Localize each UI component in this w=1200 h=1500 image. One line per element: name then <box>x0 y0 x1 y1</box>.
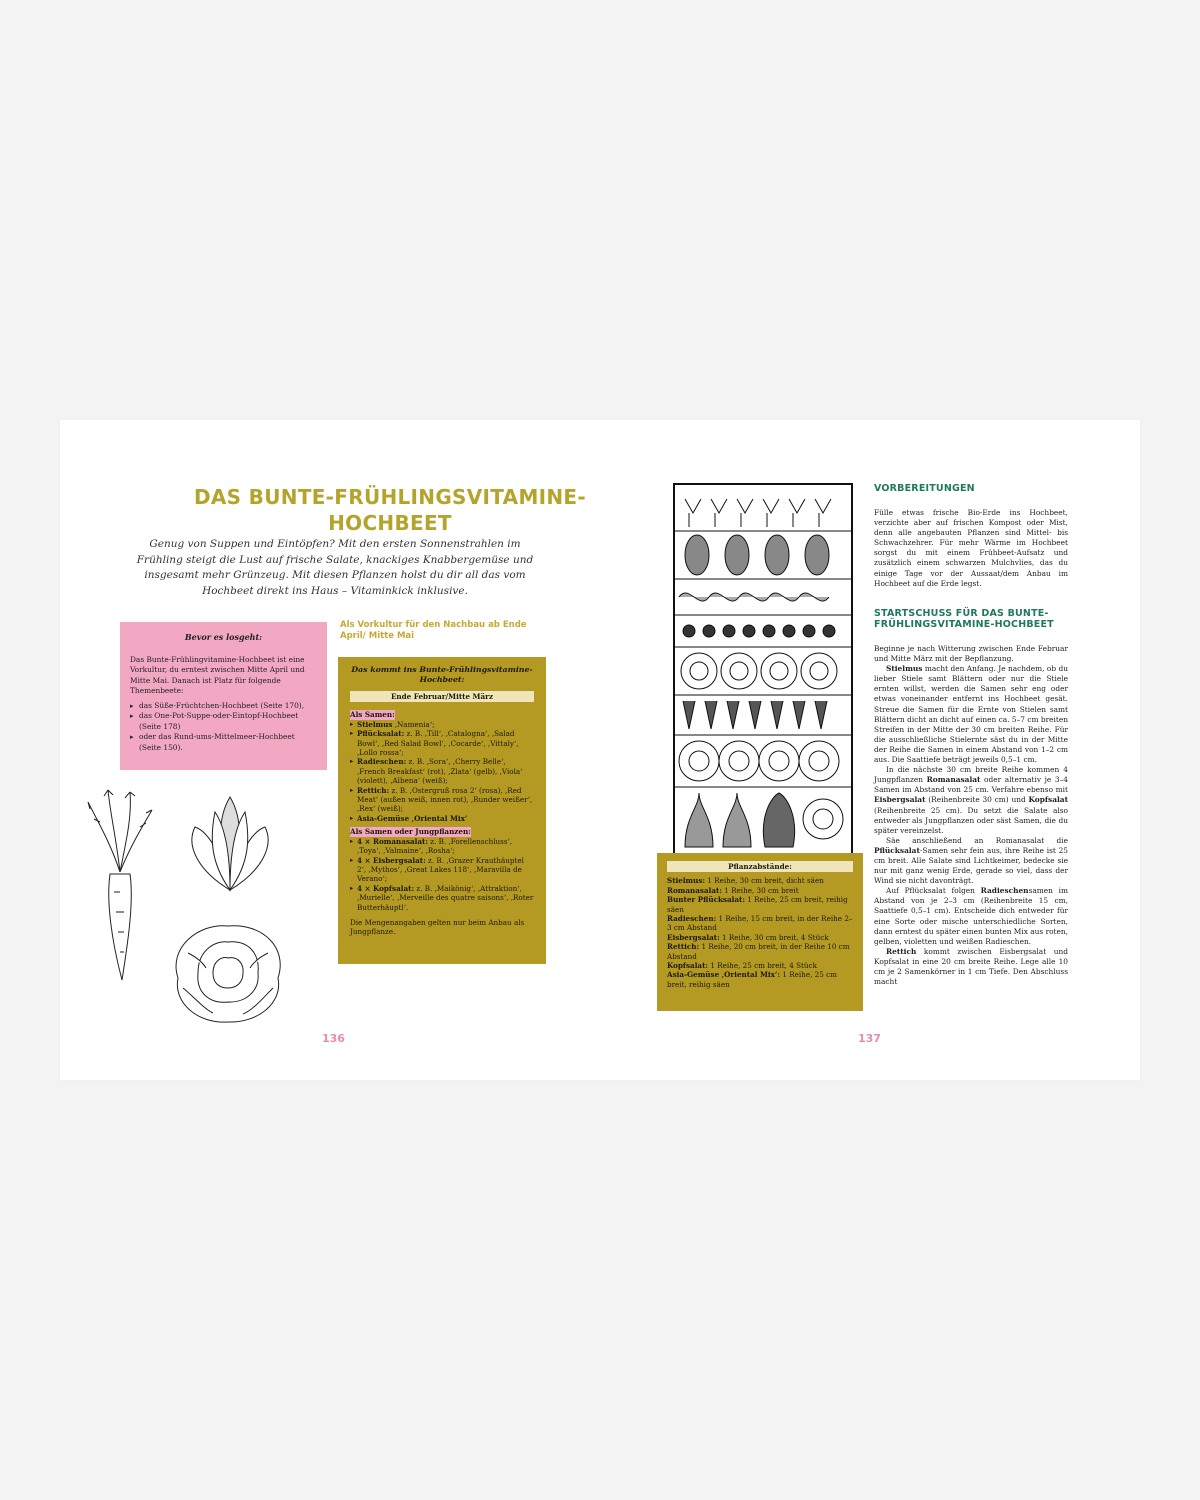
book-spread <box>60 420 1140 1080</box>
list-item: ▸ 4 × Eisbergsalat: z. B. ‚Grazer Krauthäuptel 2‘, ‚Mythos‘, ‚Great Lakes 118‘, ‚Maravilla de Verano‘; <box>350 856 534 884</box>
preculture-caption: Als Vorkultur für den Nachbau ab Ende April/ Mitte Mai <box>340 620 527 641</box>
list-item: ▸ oder das Rund-ums-Mittelmeer-Hochbeet (Seite 150). <box>130 732 317 753</box>
list-item: ▸ Pflücksalat: z. B. ‚Till‘, ‚Catalogna‘, ‚Salad Bowl‘, ‚Red Salad Bowl‘, ‚Cocarde‘, ‚Vittaly‘, ‚Lollo rossa‘; <box>350 729 534 757</box>
list-item: Radieschen: 1 Reihe, 15 cm breit, in der Reihe 2–3 cm Abstand <box>667 914 853 933</box>
list-item: Stielmus: 1 Reihe, 30 cm breit, dicht säen <box>667 876 824 886</box>
spacing-band: Pflanzabstände: <box>667 861 853 872</box>
title-line-1: DAS BUNTE-FRÜHLINGSVITAMINE- <box>194 485 586 509</box>
intro-text: Genug von Suppen und Eintöpfen? Mit den ersten Sonnenstrahlen im Frühling steigt die Lust auf frische Salate, knackiges Knabbergemüse und insgesamt mehr Grünzeug. Mit diesen Pflanzen holst du dir all das vom Hochbeet direkt ins Haus – Vitaminkick inklusive. <box>136 538 534 597</box>
list-item: ▸ Stielmus ‚Namenia‘; <box>350 720 534 729</box>
list-item: Bunter Pflücksalat: 1 Reihe, 25 cm breit, reihig säen <box>667 895 848 914</box>
start-text: Beginne je nach Witterung zwischen Ende Februar und Mitte März mit der Bepflanzung. Stielmus macht den Anfang. Je nachdem, ob du lieber Stiele samt Blättern oder nur die Stiele ernten willst, werden die Samen sehr eng oder etwas voneinander entfernt ins Hochbeet gesät. Streue die Samen für die Ernte von Stielen samt Blättern dicht an dicht auf einen ca. 5–7 cm breiten Streifen in der Mitte der 30 cm breiten Reihe. Für die ausschließliche Stielernte säst du in der Mitte der Reihe die Samen in einem Abstand von 1–2 cm aus. Die Saattiefe beträgt jeweils 0,5–1 cm. In die nächste 30 cm breite Reihe kommen 4 Jungpflanzen Romanasalat oder alternativ je 3–4 Samen im Abstand von 25 cm. Verfahre ebenso mit Eisbergsalat (Reihenbreite 30 cm) und Kopfsalat (Reihenbreite 25 cm). Du setzt die Salate also entweder als Jungpflanzen oder säst Samen, die du später vereinzelst. Säe anschließend an Romanasalat die Pflücksalat-Samen sehr fein aus, ihre Reihe ist 25 cm breit. Alle Salate sind Lichtkeimer, bedecke sie nur mit ganz wenig Erde, gerade so viel, dass der Wind sie nicht davonträgt. Auf Pflücksalat folgen Radieschensamen im Abstand von je 2–3 cm (Reihenbreite 15 cm, Saattiefe 0,5–1 cm). Entscheide dich entweder für eine Sorte oder mische unterschiedliche Sorten, dann erntest du später einen bunten Mix aus roten, gelben, violetten und weißen Radieschen. Rettich kommt zwischen Eisbergsalat und Kopfsalat in eine 20 cm breite Reihe. Lege alle 10 cm je 2 Samenkörner in 1 cm Tiefe. Den Abschluss macht <box>874 644 1069 987</box>
planting-list-box <box>338 657 546 964</box>
plants-label: Als Samen oder Jungpflanzen: <box>350 827 471 837</box>
bed-rows-drawing <box>675 485 851 853</box>
title-line-2: HOCHBEET <box>328 511 452 535</box>
page-title <box>175 484 605 536</box>
list-item: Eisbergsalat: 1 Reihe, 30 cm breit, 4 Stück <box>667 932 829 942</box>
plant-spacing-box <box>657 853 863 1011</box>
list-item: ▸ 4 × Kopfsalat: z. B. ‚Maikönig‘, ‚Attraktion‘, ‚Murielle‘, ‚Merveille des quatre saisons‘, ‚Roter Butterhäuptl‘. <box>350 884 534 912</box>
heading-start: STARTSCHUSS FÜR DAS BUNTE- FRÜHLINGSVITAMINE-HOCHBEET <box>874 608 1054 630</box>
list-item: ▸ Radieschen: z. B. ‚Sora‘, ‚Cherry Belle‘, ‚French Breakfast‘ (rot), ‚Zlata‘ (gelb), ‚Viola‘ (violett), ‚Albena‘ (weiß); <box>350 757 534 785</box>
quantity-note: Die Mengenangaben gelten nur beim Anbau als Jungpflanze. <box>350 917 525 937</box>
list-item: ▸ Rettich: z. B. ‚Ostergruß rosa 2‘ (rosa), ‚Red Meat‘ (außen weiß, innen rot), ‚Runder weißer‘, ‚Rex‘ (weiß); <box>350 786 534 814</box>
seeds-label: Als Samen: <box>350 710 395 720</box>
list-item: ▸ das Süße-Früchtchen-Hochbeet (Seite 170), <box>130 701 317 712</box>
planting-list-heading: Das kommt ins Bunte-Frühlingsvitamine-Hochbeet: <box>351 665 533 684</box>
list-item: Asia-Gemüse ‚Oriental Mix‘: 1 Reihe, 25 cm breit, reihig säen <box>667 970 837 989</box>
lettuce-illustration <box>168 918 288 1028</box>
season-band: Ende Februar/Mitte März <box>350 691 534 702</box>
bed-plan-illustration <box>673 483 853 855</box>
page-number: 137 <box>858 1032 881 1045</box>
before-start-heading: Bevor es losgeht: <box>184 632 263 642</box>
list-item: Kopfsalat: 1 Reihe, 25 cm breit, 4 Stück <box>667 961 817 971</box>
before-start-text: Das Bunte-Frühlingvitamine-Hochbeet ist eine Vorkultur, du erntest zwischen Mitte April und Mitte Mai. Danach ist Platz für folgende Themenbeete: <box>130 654 305 695</box>
list-item: ▸ 4 × Romanasalat: z. B. ‚Forellenschluss‘, ‚Toya‘, ‚Valmaine‘, ‚Rosha‘; <box>350 837 534 856</box>
leafy-greens-illustration <box>180 792 280 892</box>
heading-preparations: VORBEREITUNGEN <box>874 483 975 494</box>
before-start-box <box>120 622 327 770</box>
list-item: Romanasalat: 1 Reihe, 30 cm breit <box>667 885 799 895</box>
list-item: ▸ Asia-Gemüse ‚Oriental Mix‘ <box>350 814 534 823</box>
list-item: ▸ das One-Pot-Suppe-oder-Eintopf-Hochbeet (Seite 178) <box>130 711 317 732</box>
radish-illustration <box>80 782 160 982</box>
follow-up-beds-list <box>130 701 317 754</box>
page-number: 136 <box>322 1032 345 1045</box>
preparations-text: Fülle etwas frische Bio-Erde ins Hochbeet, verzichte aber auf frischen Kompost oder Mist, denn alle angebauten Pflanzen sind Mittel- bis Schwachzehrer. Für mehr Wärme im Hochbeet sorgst du mit einem Frühbeet-Aufsatz und zusätzlich einem schwarzen Mulchvlies, das du einige Tage vor der Aussaat/dem Anbau im Hochbeet auf die Erde legst. <box>874 508 1068 588</box>
list-item: Rettich: 1 Reihe, 20 cm breit, in der Reihe 10 cm Abstand <box>667 942 850 961</box>
